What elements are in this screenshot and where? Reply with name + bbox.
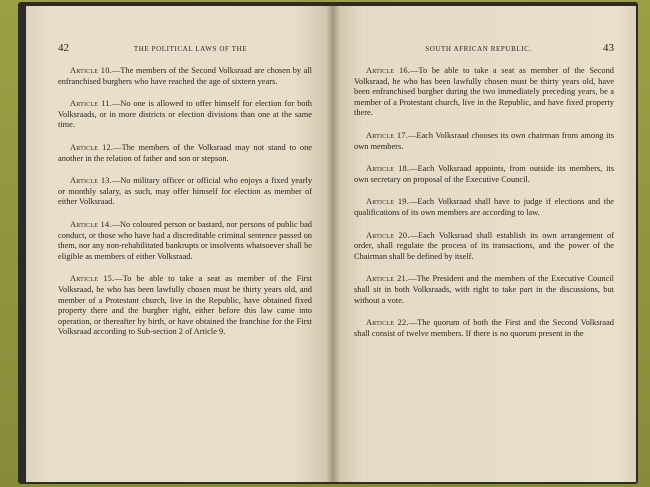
article-10: Article 10.—The members of the Second Volksraad are chosen by all enfranchised burghers who have reached the age of sixteen years. — [58, 66, 312, 86]
article-15: Article 15.—To be able to take a seat as member of the First Volksraad, he who has been lawfully chosen must be thirty years old, and member of a Protestant church, live in the Republic, have obtained fixed property there and the burgher right, either before this law came into operation, or thereafter by birth, or have obtained the franchise for the First Volksraad according to Sub-section 2 of Article 9. — [58, 274, 312, 337]
article-14: Article 14.—No coloured person or bastard, nor persons of public bad conduct, or those who have had a discreditable criminal sentence passed on them, nor any non-rehabilitated bankrupts or insolvents whatsoever shall be eligible as members of either Volksraad. — [58, 219, 312, 261]
article-20: Article 20.—Each Volksraad shall establish its own arrangement of order, shall regulate the process of its transactions, and the power of the Chairman shall be defined by itself. — [354, 230, 615, 261]
article-12: Article 12.—The members of the Volksraad may not stand to one another in the relation of father and son or stepson. — [58, 142, 312, 163]
book-spread — [26, 6, 636, 482]
right-page-number: 43 — [602, 42, 614, 54]
right-page — [332, 6, 636, 482]
left-running-head — [58, 42, 312, 54]
article-11: Article 11.—No one is allowed to offer himself for election for both Volksraads, or in more districts or election divisions than one at the same time. — [58, 99, 312, 130]
article-21: Article 21.—The President and the members of the Executive Council shall sit in both Volksraads, with right to take part in the discussions, but without a vote. — [354, 274, 614, 305]
article-16: Article 16.—To be able to take a seat as member of the Second Volksraad, he who has been lawfully chosen must be thirty years old, have been enfranchised burgher during the two immediately preceding years, be a member of a Protestant church, live in the Republic, and have fixed property there. — [354, 66, 614, 118]
left-page — [26, 6, 332, 482]
article-18: Article 18.—Each Volksraad appoints, from outside its members, its own secretary on proposal of the Executive Council. — [354, 164, 614, 184]
right-running-head — [354, 42, 614, 54]
article-17: Article 17.—Each Volksraad chooses its own chairman from among its own members. — [354, 130, 614, 151]
left-running-title: THE POLITICAL LAWS OF THE — [133, 45, 248, 53]
right-running-title: SOUTH AFRICAN REPUBLIC. — [425, 45, 532, 53]
article-22: Article 22.—The quorum of both the First and the Second Volksraad shall consist of twelve members. If there is no quorum present in the — [354, 318, 614, 338]
article-13: Article 13.—No military officer or official who enjoys a fixed yearly or monthly salary, as such, may offer himself for election as member of either Volksraad. — [58, 176, 313, 207]
article-19: Article 19.—Each Volksraad shall have to judge if elections and the qualifications of its own members are according to law. — [354, 197, 614, 217]
left-page-number: 42 — [58, 42, 69, 54]
book-gutter — [326, 6, 340, 482]
